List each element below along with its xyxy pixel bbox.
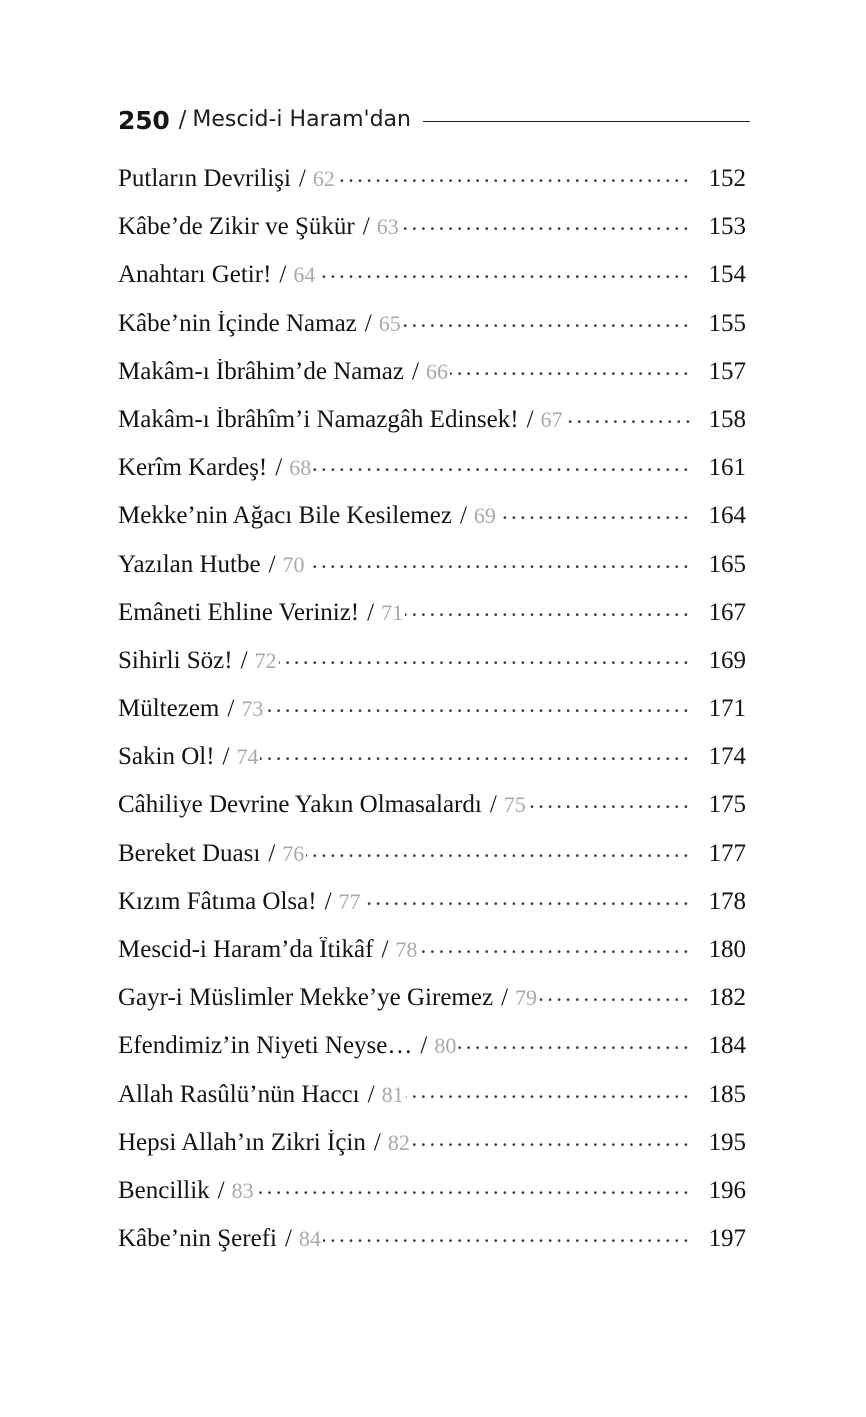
toc-entry-chapter-number: 62	[312, 166, 335, 191]
toc-entry-title: Kâbe’nin İçinde Namaz	[118, 310, 357, 337]
header-separator: /	[178, 106, 187, 133]
toc-entry[interactable]	[118, 359, 746, 407]
toc-entry-title: Sihirli Söz!	[118, 647, 233, 674]
toc-entry-chapter-number: 76	[282, 840, 305, 866]
toc-entry[interactable]	[118, 1130, 746, 1178]
toc-entry-separator: /	[420, 1033, 428, 1060]
toc-entry-title: Bereket Duası	[118, 840, 261, 867]
toc-entry[interactable]	[118, 311, 746, 359]
toc-entry-chapter-number: 83	[231, 1177, 254, 1203]
toc-entry-title: Putların Devrilişi	[118, 166, 291, 192]
toc-entry-chapter-number: 77	[338, 888, 361, 914]
toc-entry[interactable]	[118, 985, 746, 1033]
toc-entry-chapter-number: 82	[387, 1129, 410, 1155]
toc-entry-page-number: 167	[708, 599, 746, 626]
toc-dot-leader	[317, 266, 692, 282]
toc-entry-title: Sakin Ol!	[118, 744, 215, 771]
toc-entry-separator: /	[275, 455, 283, 482]
toc-entry-chapter-number: 74	[236, 744, 259, 770]
toc-entry-separator: /	[240, 647, 248, 674]
toc-dot-leader	[323, 1230, 692, 1246]
toc-entry-page-number: 196	[708, 1177, 746, 1204]
toc-entry-page-number: 178	[708, 888, 746, 915]
toc-dot-leader	[412, 1134, 692, 1150]
toc-entry-chapter-number: 68	[289, 455, 312, 481]
toc-entry-chapter-number: 79	[515, 985, 538, 1011]
toc-entry-chapter-number: 72	[254, 647, 277, 673]
running-header	[118, 103, 750, 137]
toc-entry[interactable]	[118, 600, 746, 648]
toc-entry[interactable]	[118, 1178, 746, 1226]
toc-entry-title: Makâm-ı İbrâhîm’i Namazgâh Edinsek!	[118, 406, 519, 433]
toc-entry-page-number: 185	[708, 1081, 746, 1108]
toc-entry-chapter-number: 64	[293, 262, 316, 288]
toc-entry-page-number: 177	[708, 840, 746, 867]
toc-entry-separator: /	[381, 937, 389, 963]
toc-entry-page-number: 165	[708, 551, 746, 578]
toc-entry[interactable]	[118, 262, 746, 310]
toc-entry[interactable]	[118, 937, 746, 985]
toc-entry[interactable]	[118, 503, 746, 551]
toc-entry[interactable]	[118, 696, 746, 744]
toc-entry-separator: /	[526, 406, 534, 433]
toc-entry-title: Câhiliye Devrine Yakın Olmasalardı	[118, 792, 482, 819]
toc-entry[interactable]	[118, 1226, 746, 1274]
toc-entry-page-number: 154	[708, 262, 746, 289]
toc-entry-title: Kızım Fâtıma Olsa!	[118, 888, 317, 915]
toc-entry-title: Mescid-i Haram’da Îtikâf	[118, 937, 374, 963]
toc-entry[interactable]	[118, 1082, 746, 1130]
book-title: Mescid-i Haram'dan	[192, 107, 411, 132]
toc-dot-leader	[458, 1037, 692, 1053]
toc-entry-page-number: 175	[708, 792, 746, 819]
toc-entry-separator: /	[222, 744, 230, 771]
toc-entry[interactable]	[118, 166, 746, 214]
toc-entry-page-number: 152	[708, 166, 746, 192]
toc-dot-leader	[337, 170, 692, 186]
toc-entry-chapter-number: 81	[381, 1081, 404, 1107]
toc-entry-title: Gayr-i Müslimler Mekke’ye Giremez	[118, 985, 494, 1012]
toc-dot-leader	[450, 363, 692, 379]
toc-entry-title: Efendimiz’in Niyeti Neyse…	[118, 1033, 413, 1060]
toc-dot-leader	[307, 556, 692, 572]
toc-entry-page-number: 184	[708, 1033, 746, 1060]
toc-entry-title: Mültezem	[118, 696, 220, 723]
toc-entry-title: Hepsi Allah’ın Zikri İçin	[118, 1129, 366, 1156]
toc-entry-separator: /	[367, 1081, 375, 1108]
toc-entry-page-number: 169	[708, 647, 746, 674]
toc-dot-leader	[260, 748, 692, 764]
toc-entry-separator: /	[367, 599, 375, 626]
toc-dot-leader	[405, 604, 692, 620]
toc-dot-leader	[401, 218, 692, 234]
toc-dot-leader	[403, 315, 692, 331]
toc-entry-page-number: 197	[708, 1226, 746, 1253]
toc-entry-separator: /	[298, 166, 306, 192]
toc-entry-chapter-number: 70	[282, 551, 305, 577]
toc-entry[interactable]	[118, 552, 746, 600]
toc-entry-chapter-number: 69	[473, 503, 496, 529]
toc-entry-chapter-number: 71	[381, 599, 404, 625]
toc-entry-chapter-number: 65	[378, 310, 401, 336]
toc-entry-page-number: 171	[708, 696, 746, 723]
toc-entry-page-number: 157	[708, 358, 746, 385]
toc-entry-separator: /	[227, 696, 235, 723]
toc-entry[interactable]	[118, 841, 746, 889]
toc-entry-chapter-number: 78	[395, 937, 418, 962]
toc-entry-separator: /	[324, 888, 332, 915]
toc-dot-leader	[419, 941, 692, 957]
toc-entry-page-number: 155	[708, 310, 746, 337]
toc-entry-separator: /	[373, 1129, 381, 1156]
header-rule-line	[423, 121, 750, 122]
toc-entry-separator: /	[489, 792, 497, 819]
toc-entry-page-number: 158	[708, 406, 746, 433]
toc-entry-title: Emâneti Ehline Veriniz!	[118, 599, 360, 626]
toc-entry-separator: /	[284, 1226, 292, 1253]
toc-entry[interactable]	[118, 792, 746, 840]
toc-entry-chapter-number: 80	[434, 1033, 457, 1059]
toc-entry-page-number: 180	[708, 937, 746, 963]
toc-entry[interactable]	[118, 214, 746, 262]
toc-entry-title: Yazılan Hutbe	[118, 551, 261, 578]
toc-entry-title: Bencillik	[118, 1177, 210, 1204]
toc-dot-leader	[539, 989, 692, 1005]
toc-entry-title: Kâbe’de Zikir ve Şükür	[118, 214, 355, 241]
toc-dot-leader	[279, 652, 692, 668]
toc-dot-leader	[528, 796, 692, 812]
toc-dot-leader	[363, 893, 692, 909]
toc-entry-chapter-number: 67	[540, 406, 563, 432]
toc-entry-title: Makâm-ı İbrâhim’de Namaz	[118, 358, 404, 385]
toc-entry[interactable]	[118, 744, 746, 792]
toc-entry-page-number: 164	[708, 503, 746, 530]
toc-entry[interactable]	[118, 648, 746, 696]
toc-dot-leader	[498, 507, 692, 523]
toc-entry-title: Mekke’nin Ağacı Bile Kesilemez	[118, 503, 452, 530]
toc-dot-leader	[306, 845, 692, 861]
toc-dot-leader	[565, 411, 694, 427]
toc-entry-separator: /	[268, 840, 276, 867]
toc-entry-title: Anahtarı Getir!	[118, 262, 272, 289]
toc-entry[interactable]	[118, 1033, 746, 1081]
toc-dot-leader	[256, 1182, 692, 1198]
toc-entry[interactable]	[118, 407, 746, 455]
table-of-contents	[118, 166, 746, 1274]
toc-entry-separator: /	[362, 214, 370, 241]
page-folio-number: 250	[118, 105, 170, 135]
toc-entry-separator: /	[412, 358, 419, 385]
toc-entry-page-number: 161	[708, 455, 746, 482]
toc-entry[interactable]	[118, 889, 746, 937]
toc-entry-title: Kâbe’nin Şerefi	[118, 1226, 277, 1253]
toc-entry-separator: /	[501, 985, 509, 1012]
toc-entry-title: Allah Rasûlü’nün Haccı	[118, 1081, 360, 1108]
toc-entry-separator: /	[364, 310, 372, 337]
toc-entry-chapter-number: 66	[425, 358, 448, 384]
toc-entry-chapter-number: 73	[241, 696, 264, 722]
toc-entry-separator: /	[268, 551, 276, 578]
toc-dot-leader	[313, 459, 692, 475]
toc-entry-chapter-number: 75	[503, 792, 526, 818]
toc-entry[interactable]	[118, 455, 746, 503]
toc-entry-separator: /	[279, 262, 287, 289]
toc-entry-separator: /	[217, 1177, 225, 1204]
toc-entry-chapter-number: 63	[376, 214, 399, 240]
toc-entry-page-number: 195	[708, 1129, 746, 1156]
toc-dot-leader	[265, 700, 692, 716]
toc-entry-page-number: 182	[708, 985, 746, 1012]
toc-entry-chapter-number: 84	[298, 1226, 321, 1252]
toc-entry-page-number: 174	[708, 744, 746, 771]
toc-dot-leader	[406, 1086, 692, 1102]
toc-entry-page-number: 153	[708, 214, 746, 241]
toc-entry-title: Kerîm Kardeş!	[118, 455, 268, 482]
toc-entry-separator: /	[459, 503, 467, 530]
